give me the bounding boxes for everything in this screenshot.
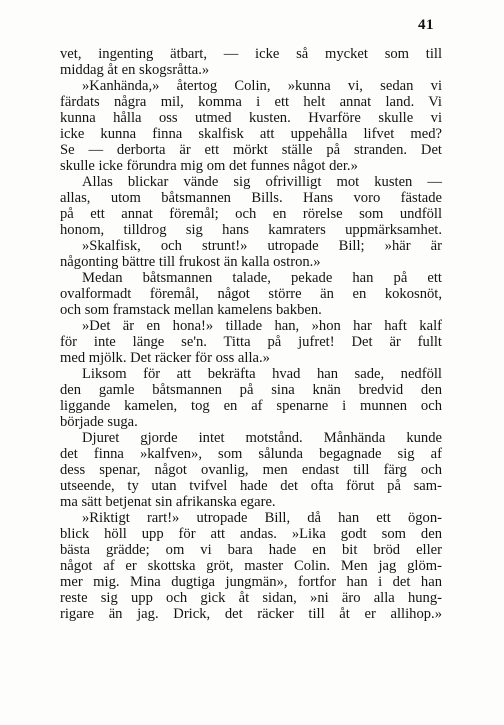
text-line: med mjölk. Det räcker för oss alla.»	[60, 350, 270, 366]
text-line: kunna hålla oss utmed kusten. Hvarföre skulle vi	[60, 110, 442, 126]
text-line: på ett annat föremål; och en rörelse som undföll	[60, 206, 442, 222]
text-line: något af er skottska gröt, master Colin. Men jag glöm-	[60, 558, 442, 574]
body-text	[60, 46, 442, 622]
text-line: honom, tilldrog sig hans kamraters uppmärksamhet.	[60, 222, 442, 238]
text-line: ma sätt betjenat sin afrikanska egare.	[60, 494, 276, 510]
text-line: reste sig upp och gick åt sidan, »ni äro alla hung-	[60, 590, 442, 606]
text-line: någonting bättre till frukost än kalla ostron.»	[60, 254, 321, 270]
text-line: färdats några mil, komma i ett helt annat land. Vi	[60, 94, 442, 110]
text-line: »Skalfisk, och strunt!» utropade Bill; »här är	[82, 238, 442, 254]
text-line: blick höll upp för att andas. »Lika godt som den	[60, 526, 442, 542]
text-line: bästa grädde; om vi bara hade en bit bröd eller	[60, 542, 442, 558]
text-line: Liksom för att bekräfta hvad han sade, nedföll	[82, 366, 442, 382]
text-line: allas, utom båtsmannen Bills. Hans voro fästade	[60, 190, 442, 206]
text-line: började suga.	[60, 414, 138, 430]
text-line: rigare än jag. Drick, det räcker till åt er allihop.»	[60, 606, 442, 622]
text-line: skulle icke förundra mig om det funnes något der.»	[60, 158, 358, 174]
text-line: det finna »kalfven», som sålunda begagnade sig af	[60, 446, 442, 462]
text-line: »Riktigt rart!» utropade Bill, då han ett ögon-	[82, 510, 442, 526]
text-line: ovalformadt föremål, något större än en kokosnöt,	[60, 286, 442, 302]
text-line: Se — derborta är ett mörkt ställe på stranden. Det	[60, 142, 442, 158]
text-line: Allas blickar vände sig ofrivilligt mot kusten —	[82, 174, 442, 190]
text-line: middag åt en skogsråtta.»	[60, 62, 210, 78]
text-line: utseende, ty utan tvifvel hade det ofta förut på sam-	[60, 478, 442, 494]
text-line: Medan båtsmannen talade, pekade han på ett	[82, 270, 442, 286]
text-line: mer mig. Mina dugtiga jungmän», fortfor han i det han	[60, 574, 442, 590]
text-line: dess spenar, något ovanlig, men endast till färg och	[60, 462, 442, 478]
text-line: för inte länge se'n. Titta på jufret! Det är fullt	[60, 334, 442, 350]
text-line: den gamle båtsmannen på sina knän bredvid den	[60, 382, 442, 398]
page-number: 41	[418, 17, 434, 33]
text-line: »Kanhända,» återtog Colin, »kunna vi, sedan vi	[82, 78, 442, 94]
text-line: och som framstack mellan kamelens bakben.	[60, 302, 322, 318]
text-line: vet, ingenting ätbart, — icke så mycket som till	[60, 46, 442, 62]
text-line: liggande kamelen, tog en af spenarne i munnen och	[60, 398, 442, 414]
text-line: »Det är en hona!» tillade han, »hon har haft kalf	[82, 318, 442, 334]
text-line: Djuret gjorde intet motstånd. Månhända kunde	[82, 430, 442, 446]
text-line: icke kunna finna skalfisk att uppehålla lifvet med?	[60, 126, 442, 142]
